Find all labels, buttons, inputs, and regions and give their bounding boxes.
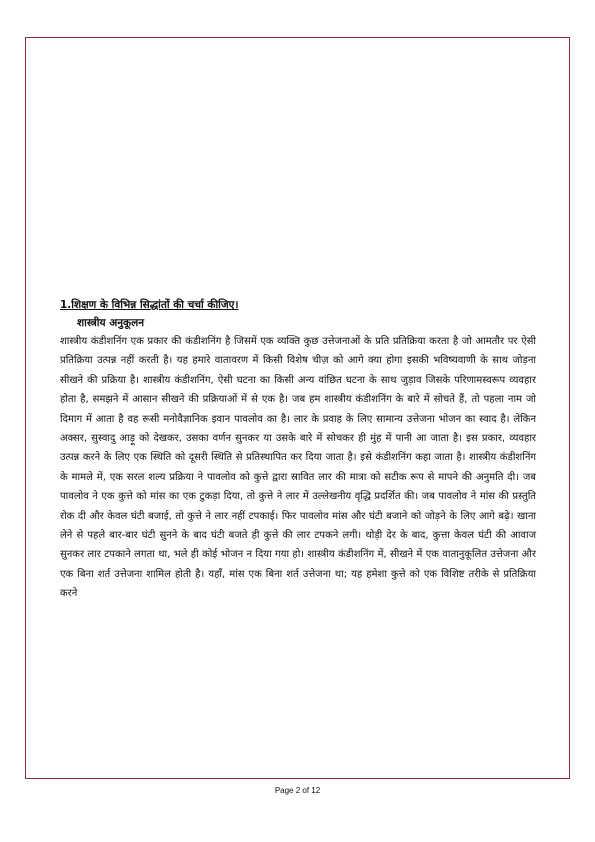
question-heading: 1.शिक्षण के विभिन्न सिद्धांतों की चर्चा कीजिए। (60, 299, 239, 311)
document-body (60, 297, 536, 604)
body-paragraph: शास्त्रीय कंडीशनिंग एक प्रकार की कंडीशनिंग है जिसमें एक व्यक्ति कुछ उत्तेजनाओं के प्रति प्रतिक्रिया करता है जो आमतौर पर ऐसी प्रतिक्रिया उत्पन्न नहीं करती है। यह हमारे वातावरण में किसी विशेष चीज़ को आगे क्या होगा इसकी भविष्यवाणी के साथ जोड़ना सीखने की प्रक्रिया है। शास्त्रीय कंडीशनिंग, ऐसी घटना का किसी अन्य वांछित घटना के साथ जुड़ाव जिसके परिणामस्वरूप व्यवहार होता है, समझने में आसान सीखने की प्रक्रियाओं में से एक है। जब हम शास्त्रीय कंडीशनिंग के बारे में सोचते हैं, तो पहला नाम जो दिमाग में आता है वह रूसी मनोवैज्ञानिक इवान पावलोव का है। लार के प्रवाह के लिए सामान्य उत्तेजना भोजन का स्वाद है। लेकिन अक्सर, सुस्वादु आड़ू को देखकर, उसका वर्णन सुनकर या उसके बारे में सोचकर ही मुंह में पानी आ जाता है। इस प्रकार, व्यवहार उत्पन्न करने के लिए एक स्थिति को दूसरी स्थिति से प्रतिस्थापित कर दिया जाता है। इसे कंडीशनिंग कहा जाता है। शास्त्रीय कंडीशनिंग के मामले में, एक सरल शल्य प्रक्रिया ने पावलोव को कुत्ते द्वारा स्रावित लार की मात्रा को सटीक रूप से मापने की अनुमति दी। जब पावलोव ने एक कुत्ते को मांस का एक टुकड़ा दिया, तो कुत्ते ने लार में उल्लेखनीय वृद्धि प्रदर्शित की। जब पावलोव ने मांस की प्रस्तुति रोक दी और केवल घंटी बजाई, तो कुत्ते ने लार नहीं टपकाई। फिर पावलोव मांस और घंटी बजाने को जोड़ने के लिए आगे बढ़े। खाना लेने से पहले बार-बार घंटी सुनने के बाद घंटी बजते ही कुत्ते की लार टपकने लगी। थोड़ी देर के बाद, कुत्ता केवल घंटी की आवाज सुनकर लार टपकाने लगता था, भले ही कोई भोजन न दिया गया हो। शास्त्रीय कंडीशनिंग में, सीखने में एक वातानुकूलित उत्तेजना और एक बिना शर्त उत्तेजना शामिल होती है। यहाँ, मांस एक बिना शर्त उत्तेजना था; यह हमेशा कुत्ते को एक विशिष्ट तरीके से प्रतिक्रिया करने (60, 336, 536, 600)
page-number-footer: Page 2 of 12 (274, 786, 321, 795)
section-subheading: शास्त्रीय अनुकूलन (77, 317, 145, 329)
